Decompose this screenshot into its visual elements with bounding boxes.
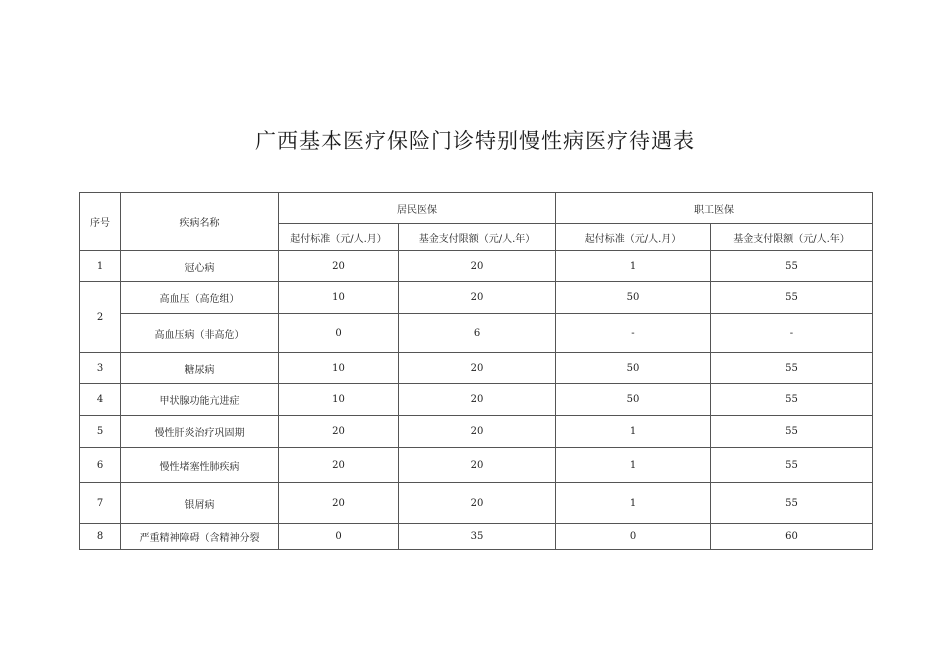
employee-limit-cell: 55 bbox=[711, 384, 873, 416]
seq-cell: 3 bbox=[80, 353, 121, 384]
employee-limit-cell: 55 bbox=[711, 416, 873, 448]
header-employee-insurance: 职工医保 bbox=[556, 193, 873, 224]
disease-cell: 慢性肝炎治疗巩固期 bbox=[121, 416, 279, 448]
resident-limit-cell: 20 bbox=[399, 251, 556, 282]
employee-start-cell: 1 bbox=[556, 448, 711, 483]
employee-start-cell: - bbox=[556, 314, 711, 353]
employee-start-cell: 1 bbox=[556, 416, 711, 448]
disease-cell: 高血压（高危组） bbox=[121, 282, 279, 314]
resident-limit-cell: 20 bbox=[399, 483, 556, 524]
resident-limit-cell: 35 bbox=[399, 524, 556, 550]
disease-cell: 银屑病 bbox=[121, 483, 279, 524]
disease-cell: 严重精神障碍（含精神分裂 bbox=[121, 524, 279, 550]
resident-limit-cell: 20 bbox=[399, 353, 556, 384]
employee-limit-cell: 55 bbox=[711, 251, 873, 282]
resident-limit-cell: 20 bbox=[399, 416, 556, 448]
benefits-table bbox=[79, 192, 873, 550]
employee-limit-cell: 55 bbox=[711, 353, 873, 384]
seq-cell: 2 bbox=[80, 282, 121, 353]
employee-limit-cell: 55 bbox=[711, 282, 873, 314]
seq-cell: 6 bbox=[80, 448, 121, 483]
resident-start-cell: 20 bbox=[279, 483, 399, 524]
resident-start-cell: 20 bbox=[279, 251, 399, 282]
employee-start-cell: 50 bbox=[556, 282, 711, 314]
employee-start-cell: 50 bbox=[556, 384, 711, 416]
header-resident-limit: 基金支付限额（元/人.年） bbox=[399, 224, 556, 251]
resident-start-cell: 20 bbox=[279, 416, 399, 448]
disease-cell: 冠心病 bbox=[121, 251, 279, 282]
disease-cell: 糖尿病 bbox=[121, 353, 279, 384]
resident-limit-cell: 20 bbox=[399, 384, 556, 416]
resident-limit-cell: 6 bbox=[399, 314, 556, 353]
seq-cell: 8 bbox=[80, 524, 121, 550]
resident-start-cell: 0 bbox=[279, 524, 399, 550]
header-seq: 序号 bbox=[80, 193, 121, 251]
disease-cell: 高血压病（非高危） bbox=[121, 314, 279, 353]
resident-limit-cell: 20 bbox=[399, 282, 556, 314]
disease-cell: 慢性堵塞性肺疾病 bbox=[121, 448, 279, 483]
header-employee-limit: 基金支付限额（元/人.年） bbox=[711, 224, 873, 251]
table-row bbox=[80, 448, 873, 483]
seq-cell: 7 bbox=[80, 483, 121, 524]
resident-start-cell: 0 bbox=[279, 314, 399, 353]
disease-cell: 甲状腺功能亢进症 bbox=[121, 384, 279, 416]
header-resident-start: 起付标准（元/人.月） bbox=[279, 224, 399, 251]
seq-cell: 1 bbox=[80, 251, 121, 282]
header-resident-insurance: 居民医保 bbox=[279, 193, 556, 224]
employee-limit-cell: 60 bbox=[711, 524, 873, 550]
resident-start-cell: 10 bbox=[279, 384, 399, 416]
employee-start-cell: 1 bbox=[556, 251, 711, 282]
seq-cell: 4 bbox=[80, 384, 121, 416]
table-row bbox=[80, 524, 873, 550]
employee-limit-cell: 55 bbox=[711, 448, 873, 483]
table-header-row bbox=[80, 193, 873, 224]
table-row bbox=[80, 483, 873, 524]
header-employee-start: 起付标准（元/人.月） bbox=[556, 224, 711, 251]
resident-start-cell: 10 bbox=[279, 353, 399, 384]
table-row bbox=[80, 282, 873, 314]
employee-start-cell: 50 bbox=[556, 353, 711, 384]
employee-start-cell: 0 bbox=[556, 524, 711, 550]
table-row bbox=[80, 353, 873, 384]
resident-start-cell: 10 bbox=[279, 282, 399, 314]
table-row bbox=[80, 251, 873, 282]
document-title: 广西基本医疗保险门诊特别慢性病医疗待遇表 bbox=[255, 129, 695, 153]
table-row bbox=[80, 314, 873, 353]
employee-limit-cell: 55 bbox=[711, 483, 873, 524]
employee-start-cell: 1 bbox=[556, 483, 711, 524]
header-disease: 疾病名称 bbox=[121, 193, 279, 251]
table-row bbox=[80, 384, 873, 416]
resident-limit-cell: 20 bbox=[399, 448, 556, 483]
resident-start-cell: 20 bbox=[279, 448, 399, 483]
table-row bbox=[80, 416, 873, 448]
seq-cell: 5 bbox=[80, 416, 121, 448]
employee-limit-cell: - bbox=[711, 314, 873, 353]
